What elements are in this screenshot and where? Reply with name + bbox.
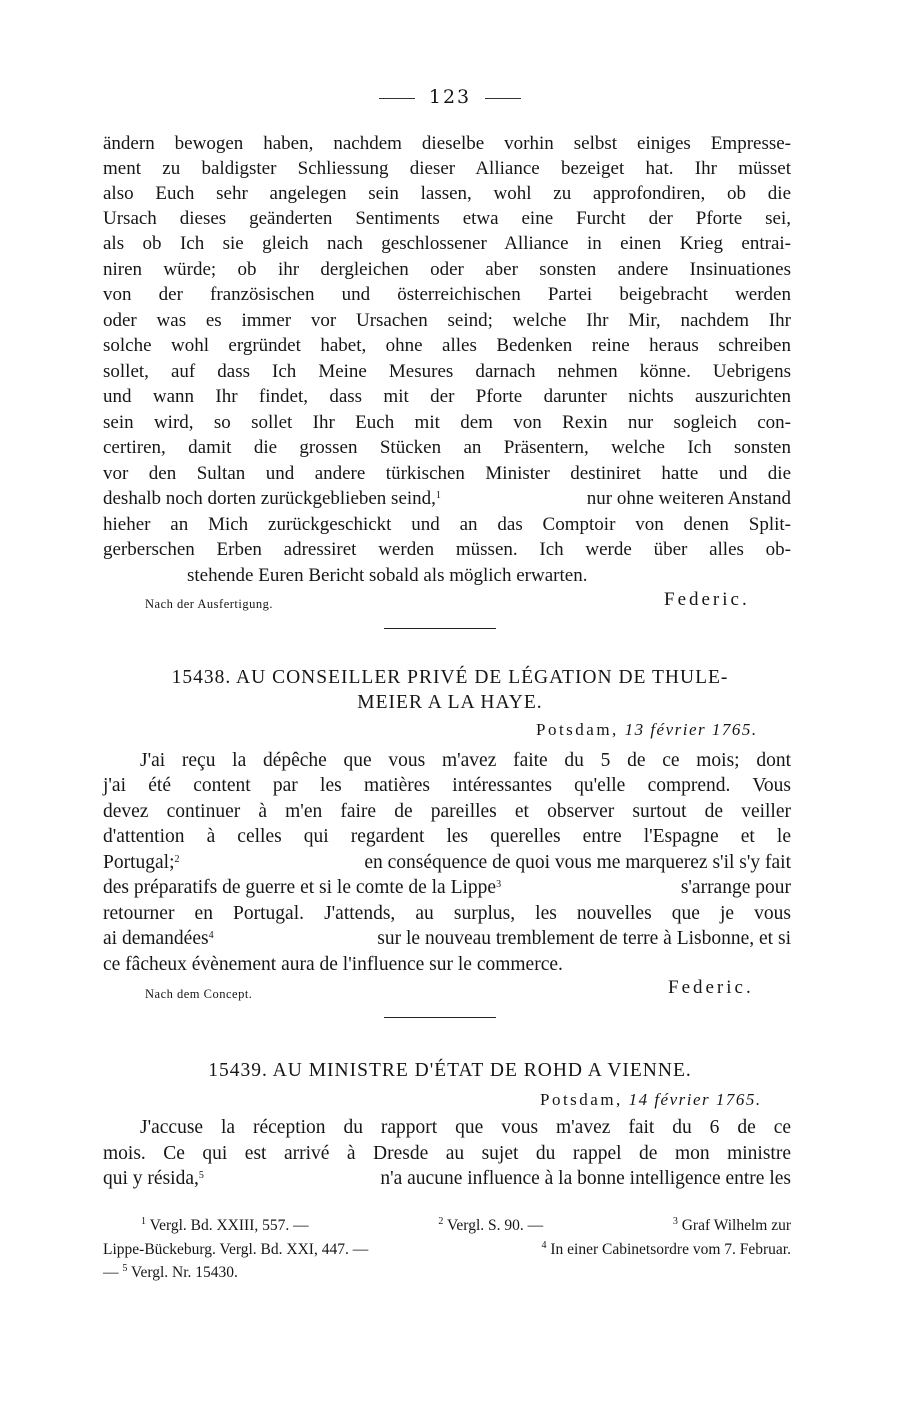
footnote-3: Graf Wilhelm zur <box>681 1217 791 1234</box>
text-line: niren würde; ob ihr dergleichen oder aber sonsten andere Insinuationes <box>103 259 791 280</box>
heading-line-1: AU CONSEILLER PRIVÉ DE LÉGATION DE THULE- <box>236 667 729 688</box>
text-segment: deshalb noch dorten zurückgeblieben seind, <box>103 488 436 509</box>
text-line: als ob Ich sie gleich nach geschlossener Alliance in einen Krieg entrai- <box>103 233 791 254</box>
text-segment: ai demandées <box>103 928 209 949</box>
date: 13 février 1765. <box>624 720 758 739</box>
signature: Federic. <box>668 977 754 998</box>
footnote-number: 1 <box>141 1216 146 1227</box>
page-number: 123 <box>428 86 472 108</box>
text-line <box>103 875 791 900</box>
dateline <box>540 1090 762 1110</box>
place: Potsdam, <box>540 1090 623 1109</box>
source-note: Nach dem Concept. <box>145 987 253 1001</box>
footnote-number: 3 <box>672 1216 678 1227</box>
text-line: hieher an Mich zurückgeschickt und an das Comptoir von denen Split- <box>103 514 791 535</box>
footnote-5: Vergl. Nr. 15430. <box>130 1264 238 1281</box>
text-line: j'ai été content par les matières intéressantes qu'elle comprend. Vous <box>103 775 791 796</box>
text-segment: s'arrange pour <box>680 877 791 898</box>
heading-text: AU MINISTRE D'ÉTAT DE ROHD A VIENNE. <box>272 1060 692 1081</box>
text-line: von der französischen und österreichischen Partei beigebracht werden <box>103 284 791 305</box>
footnote-2: Vergl. S. 90. — <box>446 1217 544 1234</box>
footnote-marker: 3 <box>496 879 502 890</box>
text-line: gerberschen Erben adressiret werden müssen. Ich werde über alles ob- <box>103 539 791 560</box>
text-segment: sur le nouveau tremblement de terre à Lisbonne, et si <box>377 928 791 949</box>
text-segment: qui y résida, <box>103 1168 199 1189</box>
page-number-header <box>0 86 900 108</box>
header-dash-left <box>379 98 415 99</box>
text-line: certiren, damit die grossen Stücken an Präsentern, welche Ich sonsten <box>103 437 791 458</box>
text-line: oder was es immer vor Ursachen seind; welche Ihr Mir, nachdem Ihr <box>103 310 791 331</box>
section-divider <box>384 1017 496 1018</box>
footnote-number: 2 <box>438 1216 444 1227</box>
footnote-line <box>103 1240 791 1260</box>
text-segment: des préparatifs de guerre et si le comte de la Lippe <box>103 877 497 898</box>
text-line: vor den Sultan und andere türkischen Minister destiniret hatte und die <box>103 463 791 484</box>
text-line: mois. Ce qui est arrivé à Dresde au sujet du rappel de mon ministre <box>103 1143 791 1164</box>
text-line <box>103 926 791 951</box>
text-line: ment zu baldigster Schliessung dieser Alliance bezeiget hat. Ihr müsset <box>103 158 791 179</box>
footnote-marker: 5 <box>198 1170 204 1181</box>
text-line: also Euch sehr angelegen sein lassen, wohl zu approfondiren, ob die <box>103 183 791 204</box>
text-line: stehende Euren Bericht sobald als möglich erwarten. <box>187 565 588 586</box>
footnote-3-continued: Lippe-Bückeburg. Vergl. Bd. XXI, 447. — <box>103 1241 369 1258</box>
text-line: und wann Ihr findet, dass mit der Pforte darunter nichts auszurichten <box>103 386 791 407</box>
footnote-dash: — <box>103 1264 119 1281</box>
header-dash-right <box>485 98 521 99</box>
text-line: J'ai reçu la dépêche que vous m'avez faite du 5 de ce mois; dont <box>140 750 791 771</box>
text-line: d'attention à celles qui regardent les querelles entre l'Espagne et le <box>103 826 791 847</box>
footnote-marker: 4 <box>208 930 214 941</box>
text-line: J'accuse la réception du rapport que vous m'avez fait du 6 de ce <box>140 1117 791 1138</box>
text-line: sein wird, so sollet Ihr Euch mit dem von Rexin nur sogleich con- <box>103 412 791 433</box>
text-line: solche wohl ergründet habet, ohne alles Bedenken reine heraus schreiben <box>103 335 791 356</box>
text-segment: Portugal; <box>103 852 175 873</box>
footnote-number: 5 <box>122 1263 128 1274</box>
source-note: Nach der Ausfertigung. <box>145 597 273 611</box>
text-line: sollet, auf dass Ich Meine Mesures darnach nehmen könne. Uebrigens <box>103 361 791 382</box>
footnote-line <box>103 1216 791 1236</box>
text-segment: n'a aucune influence à la bonne intelligence entre les <box>380 1168 791 1189</box>
footnote-1: Vergl. Bd. XXIII, 557. — <box>149 1217 309 1234</box>
letter-number: 15438. <box>171 667 232 688</box>
text-line: ändern bewogen haben, nachdem dieselbe vorhin selbst einiges Empresse- <box>103 133 791 154</box>
text-line <box>103 1166 791 1191</box>
letter-heading <box>0 1060 900 1082</box>
dateline <box>536 720 758 740</box>
text-line: retourner en Portugal. J'attends, au surplus, les nouvelles que je vous <box>103 903 791 924</box>
text-segment: en conséquence de quoi vous me marquerez s'il s'y fait <box>364 852 791 873</box>
footnote-marker: 2 <box>174 854 180 865</box>
heading-line-2: MEIER A LA HAYE. <box>357 692 543 713</box>
text-segment: nur ohne weiteren Anstand <box>586 488 791 509</box>
date: 14 février 1765. <box>628 1090 762 1109</box>
section-divider <box>384 628 496 629</box>
text-line: Ursach dieses geänderten Sentiments etwa eine Furcht der Pforte sei, <box>103 208 791 229</box>
signature: Federic. <box>664 589 750 610</box>
letter-number: 15439. <box>208 1060 268 1081</box>
text-line: ce fâcheux évènement aura de l'influence sur le commerce. <box>103 954 563 975</box>
footnote-number: 4 <box>541 1240 547 1251</box>
footnote-marker: 1 <box>435 490 441 501</box>
text-line: devez continuer à m'en faire de pareilles et observer surtout de veiller <box>103 801 791 822</box>
text-line <box>103 486 791 511</box>
footnote-4: In einer Cabinetsordre vom 7. Februar. <box>550 1241 791 1258</box>
text-line <box>103 850 791 875</box>
letter-heading <box>0 667 900 689</box>
footnote-line <box>103 1263 238 1283</box>
place: Potsdam, <box>536 720 619 739</box>
